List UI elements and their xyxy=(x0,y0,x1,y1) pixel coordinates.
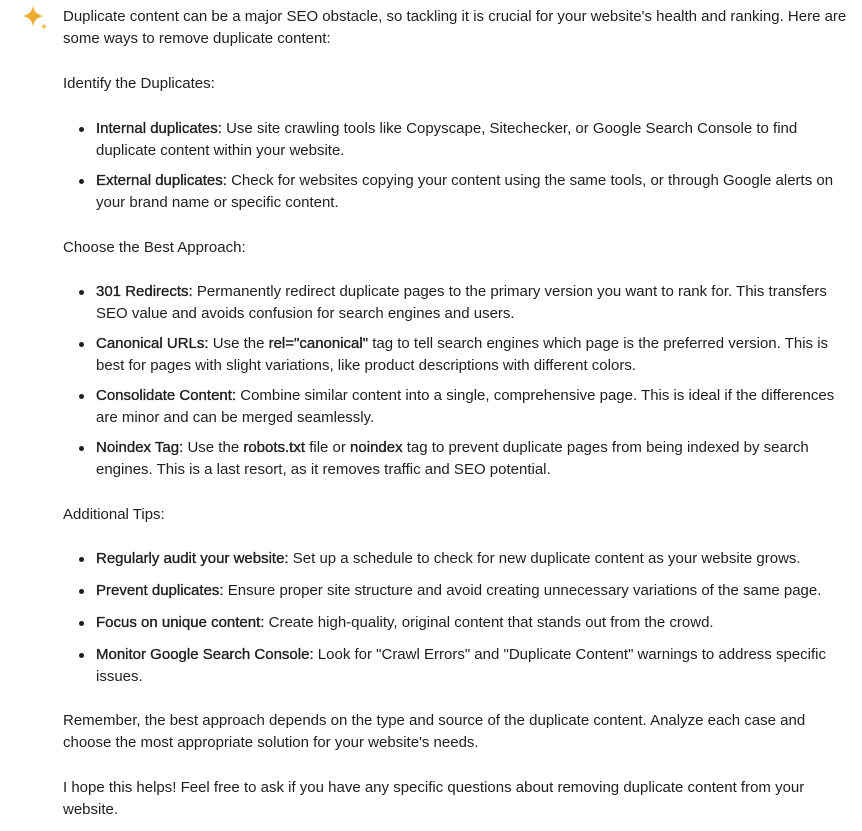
list-item: Consolidate Content: Combine similar content into a single, comprehensive page. This is ideal if the differences are minor and can be merged seamlessly. xyxy=(63,385,855,429)
list-item: Monitor Google Search Console: Look for "Crawl Errors" and "Duplicate Content" warnings to address specific issues. xyxy=(63,644,855,688)
section-heading-tips: Additional Tips: xyxy=(63,506,165,523)
list-item: Canonical URLs: Use the rel="canonical" tag to tell search engines which page is the preferred version. This is best for pages with slight variations, like product descriptions with different colors. xyxy=(63,333,855,377)
list-item: 301 Redirects: Permanently redirect duplicate pages to the primary version you want to rank for. This transfers SEO value and avoids confusion for search engines and users. xyxy=(63,281,855,325)
list-item: Focus on unique content: Create high-quality, original content that stands out from the crowd. xyxy=(63,612,855,634)
list-item: Prevent duplicates: Ensure proper site structure and avoid creating unnecessary variations of the same page. xyxy=(63,580,855,602)
intro-paragraph: Duplicate content can be a major SEO obstacle, so tackling it is crucial for your website's health and ranking. Here are some ways to remove duplicate content: xyxy=(63,8,847,47)
response-body xyxy=(63,6,855,821)
section-heading-approach: Choose the Best Approach: xyxy=(63,239,246,256)
tips-list xyxy=(63,548,855,688)
gemini-sparkle-icon xyxy=(22,5,50,33)
section-heading-identify: Identify the Duplicates: xyxy=(63,75,215,92)
list-item: Internal duplicates: Use site crawling tools like Copyscape, Sitechecker, or Google Search Console to find duplicate content within your website. xyxy=(63,118,855,162)
list-item: Regularly audit your website: Set up a schedule to check for new duplicate content as your website grows. xyxy=(63,548,855,570)
identify-list xyxy=(63,118,855,214)
list-item: Noindex Tag: Use the robots.txt file or noindex tag to prevent duplicate pages from being indexed by search engines. This is a last resort, as it removes traffic and SEO potential. xyxy=(63,437,855,481)
list-item: External duplicates: Check for websites copying your content using the same tools, or through Google alerts on your brand name or specific content. xyxy=(63,170,855,214)
closing-paragraph: Remember, the best approach depends on the type and source of the duplicate content. Analyze each case and choose the most appropriate solution for your website's needs. xyxy=(63,712,806,751)
signoff-paragraph: I hope this helps! Feel free to ask if you have any specific questions about removing duplicate content from your website. xyxy=(63,779,805,818)
approach-list xyxy=(63,281,855,481)
